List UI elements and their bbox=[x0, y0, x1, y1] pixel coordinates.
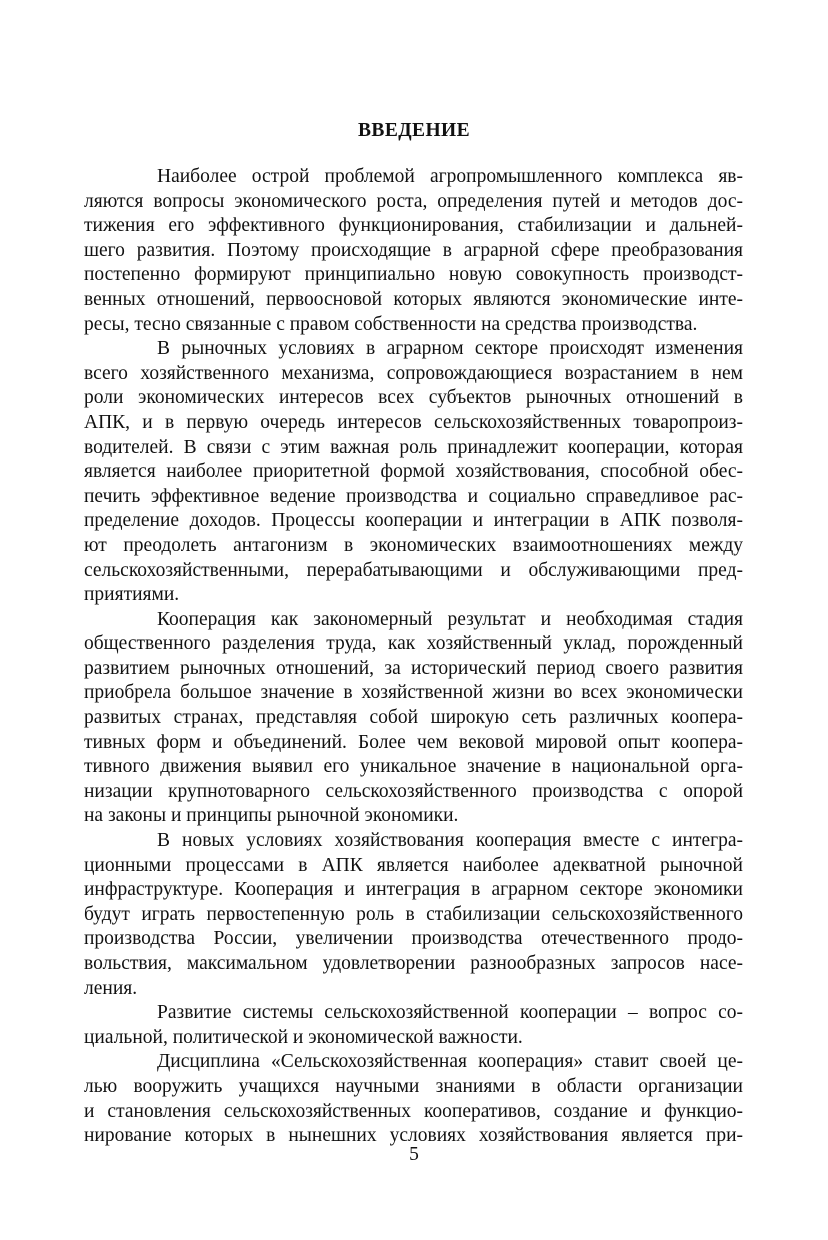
text-line: постепенно формируют принципиально новую совокупность производст- bbox=[84, 264, 743, 286]
text-line: приятиями. bbox=[84, 584, 180, 606]
text-line: пределение доходов. Процессы кооперации и интеграции в АПК позволя- bbox=[84, 510, 743, 532]
text-line: на законы и принципы рыночной экономики. bbox=[84, 805, 459, 827]
text-line: шего развития. Поэтому происходящие в аграрной сфере преобразования bbox=[84, 239, 743, 261]
text-line: и становления сельскохозяйственных кооперативов, создание и функцио- bbox=[84, 1100, 743, 1122]
section-heading: ВВЕДЕНИЕ bbox=[358, 120, 470, 141]
text-line: будут играть первостепенную роль в стабилизации сельскохозяйственного bbox=[84, 903, 743, 925]
text-line: нирование которых в нынешних условиях хозяйствования является при- bbox=[84, 1125, 743, 1147]
text-line: ционными процессами в АПК является наиболее адекватной рыночной bbox=[84, 854, 743, 876]
paragraph bbox=[84, 1001, 743, 1050]
text-line: приобрела большое значение в хозяйственной жизни во всех экономически bbox=[84, 682, 743, 704]
text-line: Кооперация как закономерный результат и необходимая стадия bbox=[157, 608, 743, 630]
text-line: сельскохозяйственными, перерабатывающими и обслуживающими пред- bbox=[84, 559, 743, 581]
text-line: Дисциплина «Сельскохозяйственная кооперация» ставит своей це- bbox=[157, 1051, 743, 1073]
text-line: инфраструктуре. Кооперация и интеграция в аграрном секторе экономики bbox=[84, 879, 743, 901]
text-line: печить эффективное ведение производства и социально справедливое рас- bbox=[84, 485, 743, 507]
text-line: тивного движения выявил его уникальное значение в национальной орга- bbox=[84, 756, 743, 778]
text-line: развитием рыночных отношений, за исторический период своего развития bbox=[84, 657, 743, 679]
text-line: ления. bbox=[84, 977, 138, 999]
paragraph bbox=[84, 608, 743, 829]
text-line: ресы, тесно связанные с правом собственности на средства производства. bbox=[84, 313, 698, 335]
body-text bbox=[84, 165, 743, 1149]
text-line: циальной, политической и экономической важности. bbox=[84, 1026, 523, 1048]
text-line: развитых странах, представляя собой широкую сеть различных коопера- bbox=[84, 707, 743, 729]
text-line: В рыночных условиях в аграрном секторе происходят изменения bbox=[157, 338, 743, 360]
text-line: тивных форм и объединений. Более чем вековой мировой опыт коопера- bbox=[84, 731, 743, 753]
text-line: Развитие системы сельскохозяйственной кооперации – вопрос со- bbox=[157, 1002, 743, 1024]
text-line: всего хозяйственного механизма, сопровождающиеся возрастанием в нем bbox=[84, 362, 743, 384]
text-line: АПК, и в первую очередь интересов сельскохозяйственных товаропроиз- bbox=[84, 411, 743, 433]
text-line: ют преодолеть антагонизм в экономических взаимоотношениях между bbox=[84, 534, 743, 556]
text-line: водителей. В связи с этим важная роль принадлежит кооперации, которая bbox=[84, 436, 743, 458]
text-line: В новых условиях хозяйствования кооперация вместе с интегра- bbox=[157, 830, 743, 852]
paragraph bbox=[84, 165, 743, 337]
text-line: Наиболее острой проблемой агропромышленного комплекса яв- bbox=[157, 166, 743, 187]
text-line: ляются вопросы экономического роста, определения путей и методов дос- bbox=[84, 190, 743, 212]
text-line: вольствия, максимальном удовлетворении разнообразных запросов насе- bbox=[84, 953, 743, 974]
paragraph bbox=[84, 337, 743, 608]
text-line: тижения его эффективного функционирования, стабилизации и дальней- bbox=[84, 215, 743, 237]
text-line: лью вооружить учащихся научными знаниями в области организации bbox=[84, 1075, 743, 1097]
text-line: общественного разделения труда, как хозяйственный уклад, порожденный bbox=[84, 633, 743, 655]
text-line: венных отношений, первоосновой которых являются экономические инте- bbox=[84, 288, 743, 310]
paragraph bbox=[84, 829, 743, 1001]
text-line: является наиболее приоритетной формой хозяйствования, способной обес- bbox=[84, 461, 743, 483]
page-number: 5 bbox=[409, 1144, 419, 1165]
text-line: роли экономических интересов всех субъектов рыночных отношений в bbox=[84, 387, 743, 409]
text-line: низации крупнотоварного сельскохозяйственного производства с опорой bbox=[84, 780, 743, 802]
paragraph bbox=[84, 1050, 743, 1148]
text-line: производства России, увеличении производства отечественного продо- bbox=[84, 928, 743, 950]
